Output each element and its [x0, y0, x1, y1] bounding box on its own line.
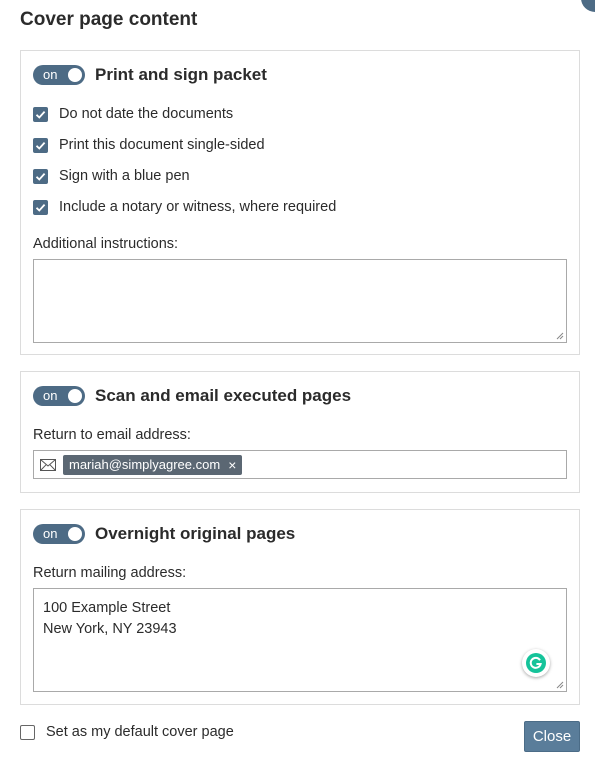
window-corner-decoration — [581, 0, 595, 12]
print-toggle-label: Print and sign packet — [95, 65, 267, 84]
checkmark-icon — [35, 202, 46, 213]
option-row[interactable] — [33, 137, 265, 153]
overnight-section — [20, 509, 580, 705]
scan-toggle[interactable] — [33, 386, 85, 406]
instructions-label: Additional instructions: — [33, 236, 179, 252]
email-tag[interactable] — [63, 455, 242, 475]
toggle-knob — [66, 387, 84, 405]
grammarly-icon[interactable] — [522, 649, 550, 677]
print-toggle-row — [33, 65, 267, 85]
address-label: Return mailing address: — [33, 565, 187, 581]
option-row[interactable] — [33, 106, 233, 122]
email-input[interactable] — [33, 450, 567, 479]
scan-toggle-row — [33, 386, 351, 406]
address-line-2: New York, NY 23943 — [43, 621, 177, 637]
checkmark-icon — [35, 109, 46, 120]
scan-toggle-label: Scan and email executed pages — [95, 386, 352, 405]
option-label: Include a notary or witness, where required — [59, 199, 337, 215]
option-checkbox[interactable] — [33, 107, 48, 122]
option-label: Do not date the documents — [59, 106, 234, 122]
toggle-on-text: on — [43, 67, 58, 82]
print-toggle[interactable] — [33, 65, 85, 85]
overnight-toggle-label: Overnight original pages — [95, 524, 296, 543]
default-label: Set as my default cover page — [46, 724, 234, 740]
close-icon[interactable]: × — [228, 456, 237, 473]
default-checkbox[interactable] — [20, 725, 35, 740]
option-checkbox[interactable] — [33, 169, 48, 184]
toggle-knob — [66, 525, 84, 543]
toggle-on-text: on — [43, 526, 58, 541]
option-row[interactable] — [33, 168, 190, 184]
address-line-1: 100 Example Street — [43, 600, 171, 616]
checkmark-icon — [35, 171, 46, 182]
resize-handle-icon[interactable] — [556, 681, 564, 689]
option-label: Sign with a blue pen — [59, 168, 190, 184]
mail-icon — [40, 459, 56, 471]
scan-and-email-section — [20, 371, 580, 493]
option-checkbox[interactable] — [33, 200, 48, 215]
checkmark-icon — [35, 140, 46, 151]
toggle-on-text: on — [43, 388, 58, 403]
overnight-toggle-row — [33, 524, 295, 544]
overnight-toggle[interactable] — [33, 524, 85, 544]
toggle-knob — [66, 66, 84, 84]
address-textarea[interactable] — [33, 588, 567, 692]
option-label: Print this document single-sided — [59, 137, 265, 153]
option-checkbox[interactable] — [33, 138, 48, 153]
instructions-textarea[interactable] — [33, 259, 567, 343]
option-row[interactable] — [33, 199, 336, 215]
close-button[interactable]: Close — [524, 721, 580, 752]
email-label: Return to email address: — [33, 427, 191, 443]
email-tag-text: mariah@simplyagree.com — [69, 457, 221, 472]
default-cover-page-row[interactable] — [20, 724, 234, 740]
dialog-title: Cover page content — [20, 9, 198, 30]
print-and-sign-section — [20, 50, 580, 355]
resize-handle-icon[interactable] — [556, 332, 564, 340]
